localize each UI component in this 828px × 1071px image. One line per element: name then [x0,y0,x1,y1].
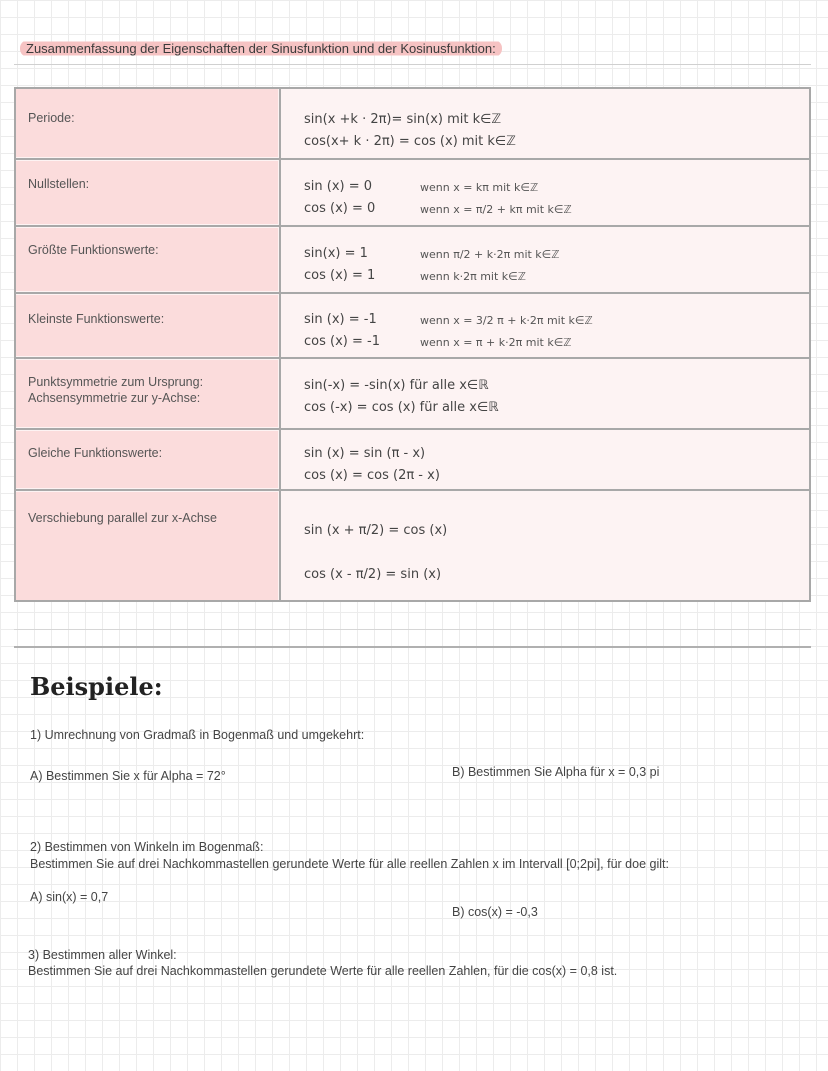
task2-b: B) cos(x) = -0,3 [452,905,538,919]
row-conditions-kleinste-werte [420,310,593,354]
formula-line: cos(x+ k · 2π) = cos (x) mit k∈ℤ [304,134,516,149]
table-row-divider [14,357,811,359]
formula-line: sin (x) = sin (π - x) [304,446,426,461]
row-label-groesste-werte: Größte Funktionswerte: [28,243,159,257]
task1-title: 1) Umrechnung von Gradmaß in Bogenmaß und umgekehrt: [30,728,365,742]
formula-line: sin(x) = 1 [304,246,368,261]
row-formulas-kleinste-werte [304,309,380,353]
section-divider-thin [14,629,811,630]
row-label-symmetrie [28,374,203,406]
condition-line: wenn x = π/2 + kπ mit k∈ℤ [420,203,572,216]
label-cell-bg [16,161,278,224]
row-label-verschiebung: Verschiebung parallel zur x-Achse [28,511,217,525]
task3-title: 3) Bestimmen aller Winkel: [28,948,177,962]
examples-heading: Beispiele: [30,672,163,701]
row-formulas-groesste-werte [304,243,375,287]
row-label-nullstellen: Nullstellen: [28,177,90,191]
label-cell-bg [16,492,278,600]
task3-desc: Bestimmen Sie auf drei Nachkommastellen gerundete Werte für alle reellen Zahlen, für die cos(x) = 0,8 ist. [28,964,618,978]
table-row-divider [14,158,811,160]
formula-line: cos (x) = 1 [304,268,376,283]
condition-line: wenn x = 3/2 π + k·2π mit k∈ℤ [420,314,593,327]
task2-title: 2) Bestimmen von Winkeln im Bogenmaß: [30,840,264,854]
formula-line: sin (x) = 0 [304,179,373,194]
row-conditions-groesste-werte [420,244,559,288]
label-cell-bg [16,228,278,291]
formula-line: cos (x) = -1 [304,334,380,349]
row-formulas-symmetrie [304,375,499,419]
row-formulas-nullstellen [304,176,375,220]
label-line: Achsensymmetrie zur y-Achse: [28,391,201,405]
row-label-kleinste-werte: Kleinste Funktionswerte: [28,312,165,326]
title-divider [14,64,811,65]
formula-line: cos (x - π/2) = sin (x) [304,567,442,582]
formula-line: sin(-x) = -sin(x) für alle x∈ℝ [304,378,489,393]
condition-line: wenn x = π + k·2π mit k∈ℤ [420,336,572,349]
row-formulas-gleiche-werte [304,443,440,487]
section-divider [14,646,811,648]
formula-line: cos (x) = 0 [304,201,376,216]
row-conditions-nullstellen [420,177,572,221]
row-formulas-periode [304,109,516,153]
task2-a: A) sin(x) = 0,7 [30,890,109,904]
table-column-divider [279,87,281,602]
table-row-divider [14,428,811,430]
formula-line: sin (x + π/2) = cos (x) [304,523,448,538]
table-row-divider [14,489,811,491]
task1-b: B) Bestimmen Sie Alpha für x = 0,3 pi [452,765,660,779]
page-title: Zusammenfassung der Eigenschaften der Sinusfunktion und der Kosinusfunktion: [20,40,502,57]
row-label-gleiche-werte: Gleiche Funktionswerte: [28,446,163,460]
formula-line: sin (x) = -1 [304,312,377,327]
table-row-divider [14,292,811,294]
row-label-periode: Periode: [28,111,75,125]
condition-line: wenn π/2 + k·2π mit k∈ℤ [420,248,560,261]
label-line: Punktsymmetrie zum Ursprung: [28,375,204,389]
task1-a: A) Bestimmen Sie x für Alpha = 72° [30,769,226,783]
formula-line: cos (x) = cos (2π - x) [304,468,440,483]
table-row-divider [14,225,811,227]
formula-line: cos (-x) = cos (x) für alle x∈ℝ [304,400,499,415]
formula-line: sin(x +k · 2π)= sin(x) mit k∈ℤ [304,112,502,127]
condition-line: wenn k·2π mit k∈ℤ [420,270,526,283]
row-formulas-verschiebung [304,509,447,597]
condition-line: wenn x = kπ mit k∈ℤ [420,181,539,194]
task2-desc: Bestimmen Sie auf drei Nachkommastellen gerundete Werte für alle reellen Zahlen x im Intervall [0;2pi], für doe gilt: [30,857,669,871]
